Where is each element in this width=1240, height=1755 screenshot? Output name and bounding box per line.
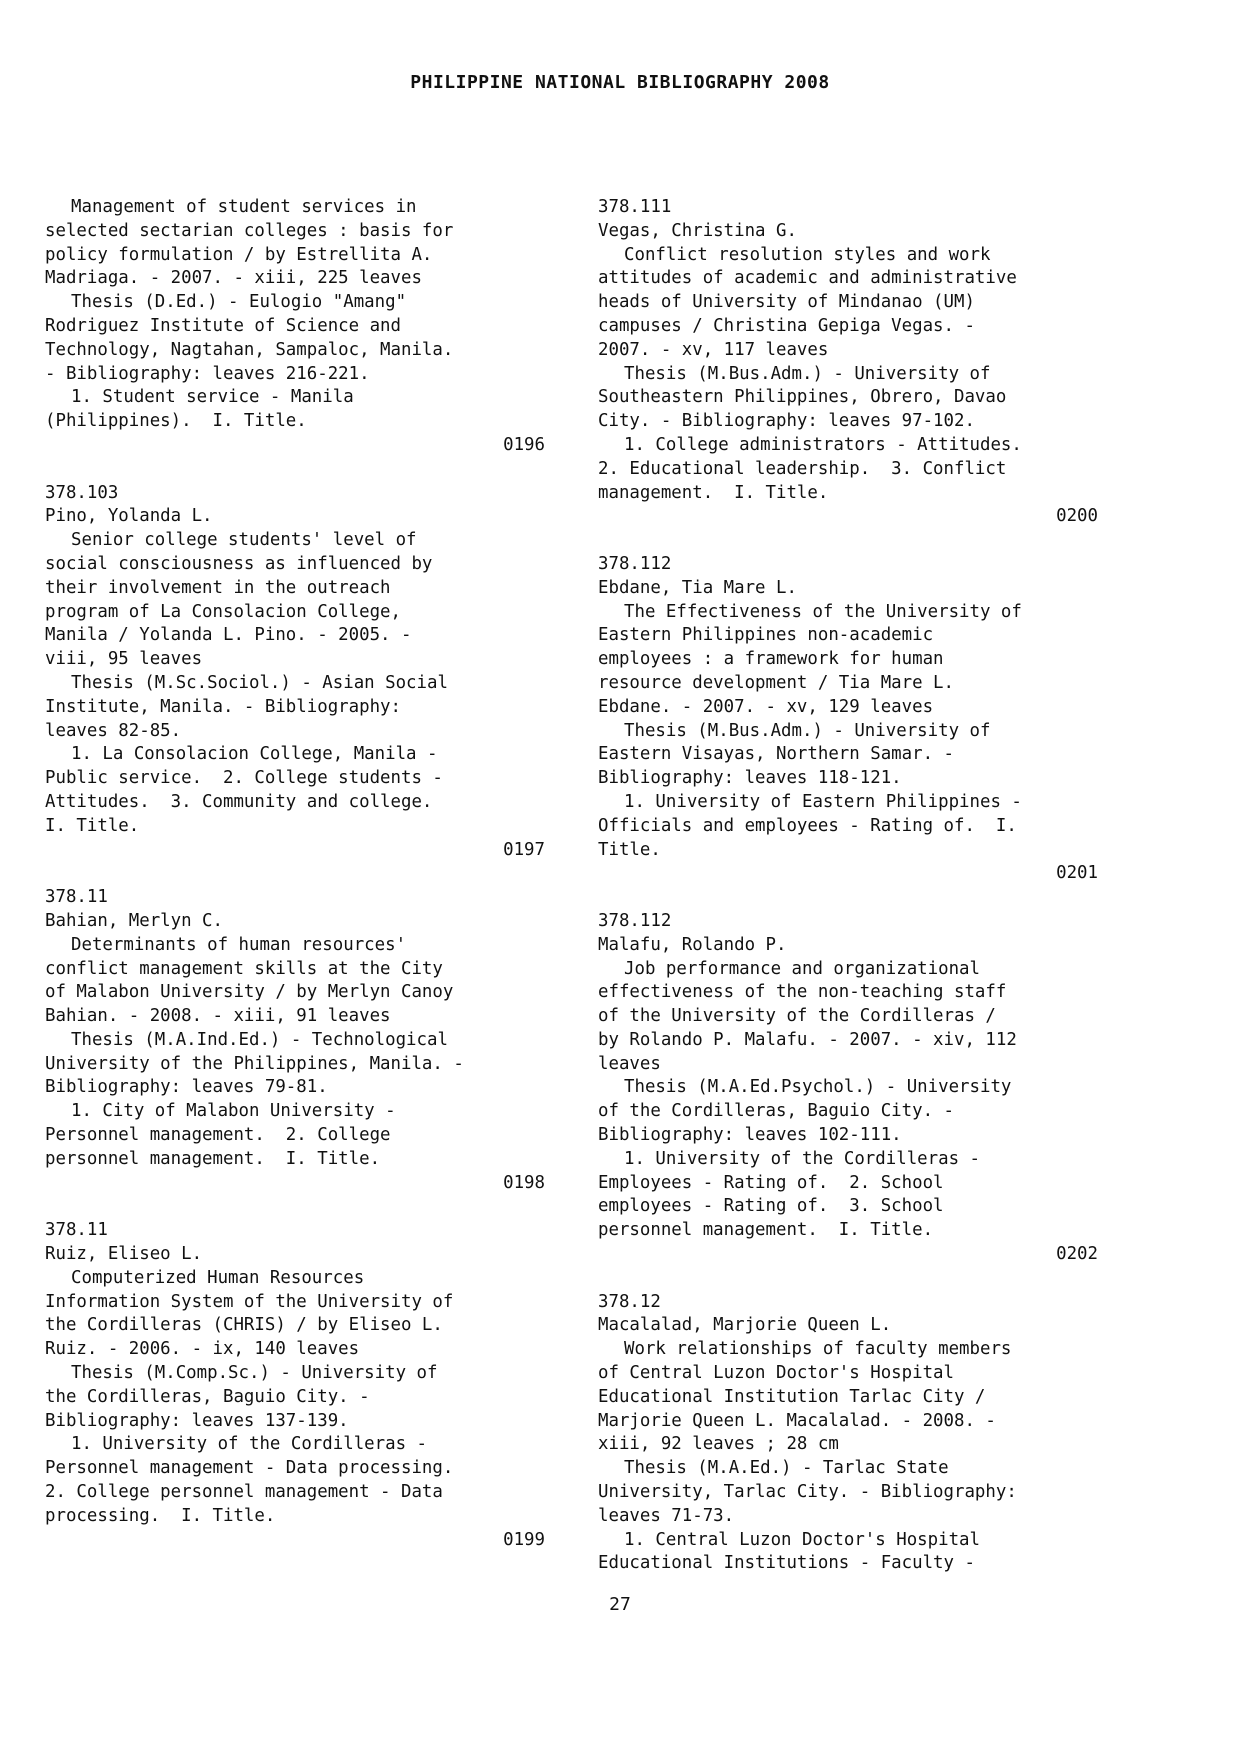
entry-line: 378.112 — [598, 910, 672, 931]
entry-line: Thesis (M.Bus.Adm.) - University of — [624, 720, 991, 741]
entry-line: 2. College personnel management - Data — [45, 1482, 443, 1503]
entry-line: Computerized Human Resources — [71, 1267, 365, 1288]
entry-line: 378.111 — [598, 197, 672, 217]
entry-line: (Philippines). I. Title. — [45, 411, 307, 432]
entry-line: effectiveness of the non-teaching staff — [598, 982, 1007, 1003]
entry-line: 378.11 — [45, 887, 108, 908]
entry-line: their involvement in the outreach — [45, 577, 391, 598]
entry-line: the Cordilleras (CHRIS) / by Eliseo L. — [45, 1315, 443, 1336]
entry-line: Ruiz. - 2006. - ix, 140 leaves — [45, 1339, 360, 1360]
entry-line: 378.11 — [45, 1220, 108, 1241]
entry-separator — [598, 886, 1098, 910]
entry-line: resource development / Tia Mare L. — [598, 672, 954, 693]
entry-line: Title. — [598, 839, 661, 860]
entry-line: employees : a framework for human — [598, 649, 944, 670]
entry-line: Institute, Manila. - Bibliography: — [45, 696, 401, 717]
entry-line: I. Title. — [45, 815, 140, 836]
entry-line: 1. Student service - Manila — [71, 387, 354, 408]
entry-line: Thesis (M.A.Ed.Psychol.) - University — [624, 1077, 1012, 1098]
entry-line: Madriaga. - 2007. - xiii, 225 leaves — [45, 268, 422, 289]
entry-line: 1. La Consolacion College, Manila - — [71, 744, 438, 765]
entry-line: Bibliography: leaves 102-111. — [598, 1125, 902, 1146]
entry-line: leaves 71-73. — [598, 1505, 735, 1526]
entry-line: Thesis (M.Sc.Sociol.) - Asian Social — [71, 672, 448, 693]
entry-line: Bahian, Merlyn C. — [45, 910, 223, 931]
entry-line: Senior college students' level of — [71, 530, 417, 551]
entry-line: Ebdane, Tia Mare L. — [598, 577, 797, 598]
entry-line: processing. I. Title. — [45, 1505, 276, 1526]
entry-line: Educational Institutions - Faculty - — [598, 1553, 975, 1574]
entry-line: Personnel management. 2. College — [45, 1125, 391, 1146]
entry-number: 0199 — [503, 1529, 545, 1550]
entry-number: 0200 — [1056, 506, 1098, 527]
left-column — [45, 196, 545, 1552]
entry-line: Rodriguez Institute of Science and — [45, 315, 401, 336]
entry-line: Thesis (M.Bus.Adm.) - University of — [624, 363, 991, 384]
entry-number: 0196 — [503, 434, 545, 455]
entry-line: xiii, 92 leaves ; 28 cm — [598, 1434, 839, 1455]
entry-line: 1. University of the Cordilleras - — [624, 1148, 980, 1169]
entry-line: viii, 95 leaves — [45, 649, 203, 670]
entry-line: 1. University of Eastern Philippines - — [624, 791, 1022, 812]
entry-separator — [598, 1267, 1098, 1291]
entry-line: Eastern Philippines non-academic — [598, 625, 934, 646]
entry-line: Determinants of human resources' — [71, 934, 407, 955]
entry-line: Thesis (M.Comp.Sc.) - University of — [71, 1363, 438, 1384]
entry-line: 378.12 — [598, 1291, 661, 1312]
entry-line: - Bibliography: leaves 216-221. — [45, 363, 370, 384]
entry-line: heads of University of Mindanao (UM) — [598, 292, 975, 313]
entry-line: of the Cordilleras, Baguio City. - — [598, 1101, 954, 1122]
entry-line: Bibliography: leaves 137-139. — [45, 1410, 349, 1431]
entry-line: Officials and employees - Rating of. I. — [598, 815, 1017, 836]
entry-line: the Cordilleras, Baguio City. - — [45, 1386, 370, 1407]
entry-line: policy formulation / by Estrellita A. — [45, 244, 433, 265]
entry-line: Eastern Visayas, Northern Samar. - — [598, 744, 954, 765]
entry-line: Pino, Yolanda L. — [45, 506, 213, 527]
entry-line: Personnel management - Data processing. — [45, 1458, 454, 1479]
entry-line: Technology, Nagtahan, Sampaloc, Manila. — [45, 339, 454, 360]
entry-line: Bahian. - 2008. - xiii, 91 leaves — [45, 1006, 391, 1027]
entry-line: 2. Educational leadership. 3. Conflict — [598, 458, 1007, 479]
entry-line: Thesis (M.A.Ind.Ed.) - Technological — [71, 1029, 448, 1050]
entry-line: of the University of the Cordilleras / — [598, 1006, 996, 1027]
entry-line: leaves — [598, 1053, 661, 1074]
entry-line: Information System of the University of — [45, 1291, 454, 1312]
entry-separator — [45, 862, 545, 886]
entry-line: social consciousness as influenced by — [45, 553, 433, 574]
entry-line: Bibliography: leaves 79-81. — [45, 1077, 328, 1098]
entry-line: 378.103 — [45, 482, 119, 503]
entry-line: Thesis (D.Ed.) - Eulogio "Amang" — [71, 292, 407, 313]
entry-number: 0197 — [503, 839, 545, 860]
entry-line: of Malabon University / by Merlyn Canoy — [45, 982, 454, 1003]
entry-line: Ebdane. - 2007. - xv, 129 leaves — [598, 696, 934, 717]
entry-separator — [598, 529, 1098, 553]
entry-line: Public service. 2. College students - — [45, 768, 443, 789]
entry-number: 0202 — [1056, 1244, 1098, 1265]
entry-line: 1. College administrators - Attitudes. — [624, 434, 1022, 455]
right-column — [598, 196, 1098, 1576]
entry-line: conflict management skills at the City — [45, 958, 443, 979]
entry-line: Educational Institution Tarlac City / — [598, 1386, 986, 1407]
entry-line: campuses / Christina Gepiga Vegas. - — [598, 315, 975, 336]
entry-line: of Central Luzon Doctor's Hospital — [598, 1363, 954, 1384]
entry-line: selected sectarian colleges : basis for — [45, 220, 454, 241]
entry-line: Vegas, Christina G. — [598, 220, 797, 241]
entry-line: Thesis (M.A.Ed.) - Tarlac State — [624, 1458, 949, 1479]
entry-line: personnel management. I. Title. — [598, 1220, 934, 1241]
entry-line: personnel management. I. Title. — [45, 1148, 381, 1169]
entry-line: 378.112 — [598, 553, 672, 574]
entry-line: University, Tarlac City. - Bibliography: — [598, 1482, 1017, 1503]
entry-line: management. I. Title. — [598, 482, 829, 503]
entry-line: Malafu, Rolando P. — [598, 934, 787, 955]
entry-line: City. - Bibliography: leaves 97-102. — [598, 411, 975, 432]
entry-line: Attitudes. 3. Community and college. — [45, 791, 433, 812]
entry-line: Ruiz, Eliseo L. — [45, 1244, 203, 1265]
entry-line: Manila / Yolanda L. Pino. - 2005. - — [45, 625, 412, 646]
entry-line: 1. City of Malabon University - — [71, 1101, 396, 1122]
entry-line: Bibliography: leaves 118-121. — [598, 768, 902, 789]
entry-line: University of the Philippines, Manila. - — [45, 1053, 464, 1074]
entry-line: Marjorie Queen L. Macalalad. - 2008. - — [598, 1410, 996, 1431]
entry-line: 1. Central Luzon Doctor's Hospital — [624, 1529, 980, 1550]
entry-line: Conflict resolution styles and work — [624, 244, 991, 265]
entry-line: Southeastern Philippines, Obrero, Davao — [598, 387, 1007, 408]
entry-line: leaves 82-85. — [45, 720, 182, 741]
entry-number: 0198 — [503, 1172, 545, 1193]
page-number: 27 — [609, 1594, 631, 1615]
entry-line: program of La Consolacion College, — [45, 601, 401, 622]
entry-line: 1. University of the Cordilleras - — [71, 1434, 427, 1455]
entry-line: Employees - Rating of. 2. School — [598, 1172, 944, 1193]
entry-number: 0201 — [1056, 863, 1098, 884]
entry-separator — [45, 458, 545, 482]
entry-line: The Effectiveness of the University of — [624, 601, 1022, 622]
entry-line: attitudes of academic and administrative — [598, 268, 1017, 289]
entry-line: Job performance and organizational — [624, 958, 980, 979]
entry-line: Work relationships of faculty members — [624, 1339, 1012, 1360]
entry-line: Macalalad, Marjorie Queen L. — [598, 1315, 892, 1336]
entry-line: by Rolando P. Malafu. - 2007. - xiv, 112 — [598, 1029, 1017, 1050]
entry-line: employees - Rating of. 3. School — [598, 1196, 944, 1217]
entry-separator — [45, 1195, 545, 1219]
page-header-title: PHILIPPINE NATIONAL BIBLIOGRAPHY 2008 — [410, 72, 830, 93]
entry-line: Management of student services in — [71, 197, 417, 217]
entry-line: 2007. - xv, 117 leaves — [598, 339, 829, 360]
